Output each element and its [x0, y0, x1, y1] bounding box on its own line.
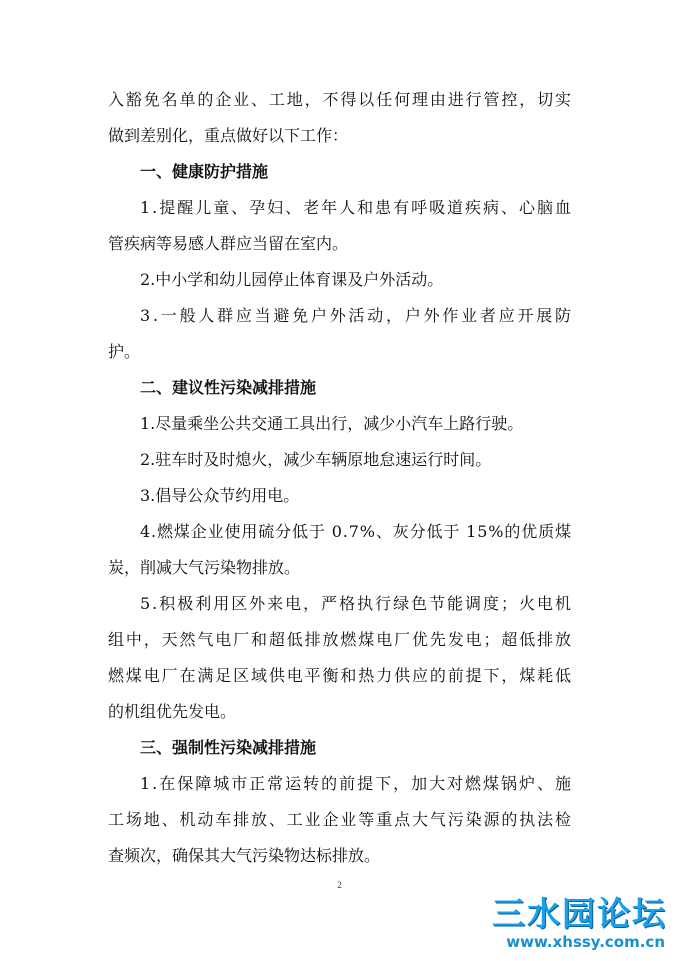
line-text: 1.尽量乘坐公共交通工具出行，减少小汽车上路行驶。	[140, 414, 524, 433]
paragraph-line	[0, 626, 679, 654]
line-text: 2.驻车时及时熄火，减少车辆原地怠速运行时间。	[140, 450, 492, 469]
line-text: 2.中小学和幼儿园停止体育课及户外活动。	[140, 270, 444, 289]
line-text: 燃煤电厂在满足区域供电平衡和热力供应的前提下，煤耗低	[108, 666, 573, 685]
paragraph-line	[0, 194, 679, 222]
paragraph-line	[0, 338, 679, 366]
line-text: 组中，天然气电厂和超低排放燃煤电厂优先发电；超低排放	[108, 630, 573, 649]
section-heading-1	[0, 158, 679, 186]
paragraph-line	[0, 86, 679, 114]
paragraph-line	[0, 770, 679, 798]
line-text: 查频次，确保其大气污染物达标排放。	[108, 846, 381, 865]
heading-text: 一、健康防护措施	[140, 162, 269, 181]
section-heading-3	[0, 734, 679, 762]
section-heading-2	[0, 374, 679, 402]
line-text: 3.倡导公众节约用电。	[140, 486, 300, 505]
paragraph-line	[0, 446, 679, 474]
paragraph-line	[0, 662, 679, 690]
paragraph-line	[0, 590, 679, 618]
line-text: 的机组优先发电。	[108, 702, 237, 721]
paragraph-line	[0, 698, 679, 726]
line-text: 5.积极利用区外来电，严格执行绿色节能调度；火电机	[140, 594, 573, 613]
line-text: 炭，削减大气污染物排放。	[108, 558, 301, 577]
line-text: 入豁免名单的企业、工地，不得以任何理由进行管控，切实	[108, 90, 573, 109]
line-text: 4.燃煤企业使用硫分低于 0.7%、灰分低于 15%的优质煤	[140, 522, 572, 541]
line-text: 管疾病等易感人群应当留在室内。	[108, 234, 349, 253]
paragraph-line	[0, 302, 679, 330]
paragraph-line	[0, 266, 679, 294]
line-text: 工场地、机动车排放、工业企业等重点大气污染源的执法检	[108, 810, 573, 829]
paragraph-line	[0, 410, 679, 438]
site-watermark	[479, 896, 667, 954]
watermark-title: 三水园论坛	[492, 894, 667, 933]
paragraph-line	[0, 554, 679, 582]
line-text: 1.提醒儿童、孕妇、老年人和患有呼吸道疾病、心脑血	[140, 198, 573, 217]
line-text: 3.一般人群应当避免户外活动，户外作业者应开展防	[140, 306, 574, 325]
paragraph-line	[0, 806, 679, 834]
heading-text: 二、建议性污染减排措施	[140, 378, 317, 397]
line-text: 做到差别化，重点做好以下工作：	[108, 126, 349, 145]
paragraph-line	[0, 518, 679, 546]
page-number: 2	[337, 880, 342, 890]
paragraph-line	[0, 482, 679, 510]
paragraph-line	[0, 122, 679, 150]
line-text: 护。	[108, 342, 141, 361]
line-text: 1.在保障城市正常运转的前提下，加大对燃煤锅炉、施	[140, 774, 573, 793]
heading-text: 三、强制性污染减排措施	[140, 738, 317, 757]
watermark-url: www.xhssy.com.cn	[506, 933, 665, 951]
paragraph-line	[0, 842, 679, 870]
paragraph-line	[0, 230, 679, 258]
